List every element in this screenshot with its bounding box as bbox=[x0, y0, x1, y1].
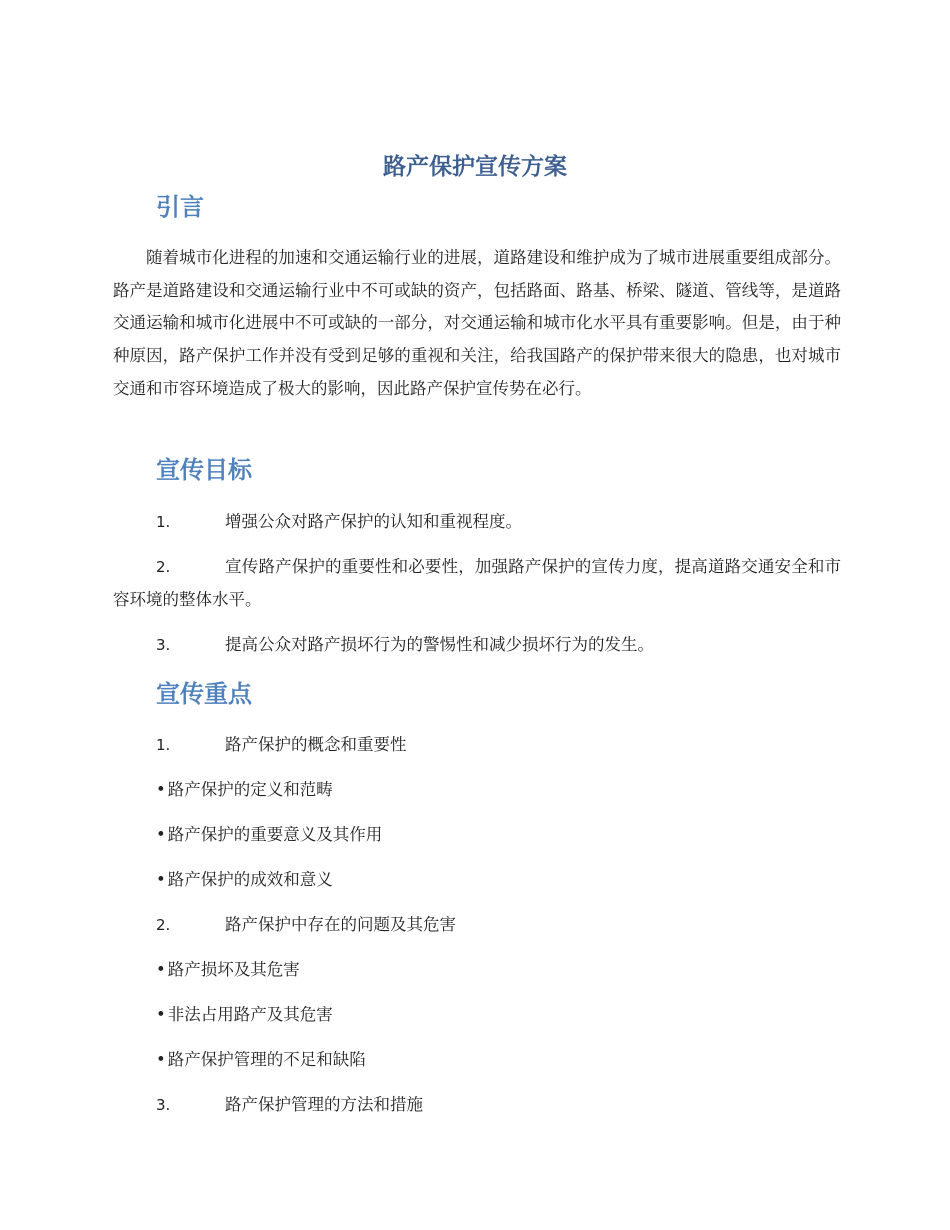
focus-text: 路产保护中存在的问题及其危害 bbox=[225, 915, 456, 934]
bullet-icon: • bbox=[156, 1005, 166, 1024]
goal-item bbox=[113, 629, 841, 662]
intro-paragraph: 随着城市化进程的加速和交通运输行业的进展，道路建设和维护成为了城市进展重要组成部分。路产是道路建设和交通运输行业中不可或缺的资产，包括路面、路基、桥梁、隧道、管线等，是道路交通运输和城市化进展中不可或缺的一部分，对交通运输和城市化水平具有重要影响。但是，由于种种原因，路产保护工作并没有受到足够的重视和关注，给我国路产的保护带来很大的隐患，也对城市交通和市容环境造成了极大的影响，因此路产保护宣传势在必行。 bbox=[113, 248, 841, 398]
heading-intro: 引言 bbox=[156, 193, 204, 221]
document-title: 路产保护宣传方案 bbox=[383, 154, 567, 180]
bullet-icon: • bbox=[156, 870, 166, 889]
goal-item bbox=[113, 506, 841, 539]
list-number: 2. bbox=[156, 558, 171, 576]
focus-item bbox=[113, 1089, 841, 1122]
bullet-icon: • bbox=[156, 1050, 166, 1069]
goal-text: 宣传路产保护的重要性和必要性，加强路产保护的宣传力度，提高道路交通安全和市容环境的整体水平。 bbox=[113, 557, 841, 609]
heading-focus: 宣传重点 bbox=[156, 680, 252, 708]
bullet-item: • 路产损坏及其危害 bbox=[156, 960, 300, 979]
list-number: 1. bbox=[156, 736, 171, 754]
focus-item bbox=[113, 729, 841, 762]
bullet-item: • 非法占用路产及其危害 bbox=[156, 1005, 333, 1024]
bullet-item: • 路产保护的重要意义及其作用 bbox=[156, 825, 383, 844]
goal-text: 增强公众对路产保护的认知和重视程度。 bbox=[225, 512, 522, 531]
list-number: 1. bbox=[156, 513, 171, 531]
bullet-icon: • bbox=[156, 825, 166, 844]
focus-item bbox=[113, 909, 841, 942]
bullet-item: • 路产保护的成效和意义 bbox=[156, 870, 333, 889]
goal-item bbox=[113, 551, 841, 616]
list-number: 3. bbox=[156, 636, 171, 654]
bullet-item: • 路产保护管理的不足和缺陷 bbox=[156, 1050, 366, 1069]
heading-goals: 宣传目标 bbox=[156, 456, 252, 484]
bullet-icon: • bbox=[156, 780, 166, 799]
bullet-item: • 路产保护的定义和范畴 bbox=[156, 780, 333, 799]
focus-text: 路产保护的概念和重要性 bbox=[225, 735, 407, 754]
focus-text: 路产保护管理的方法和措施 bbox=[225, 1095, 423, 1114]
list-number: 3. bbox=[156, 1096, 171, 1114]
list-number: 2. bbox=[156, 916, 171, 934]
bullet-icon: • bbox=[156, 960, 166, 979]
goal-text: 提高公众对路产损坏行为的警惕性和减少损坏行为的发生。 bbox=[225, 635, 654, 654]
